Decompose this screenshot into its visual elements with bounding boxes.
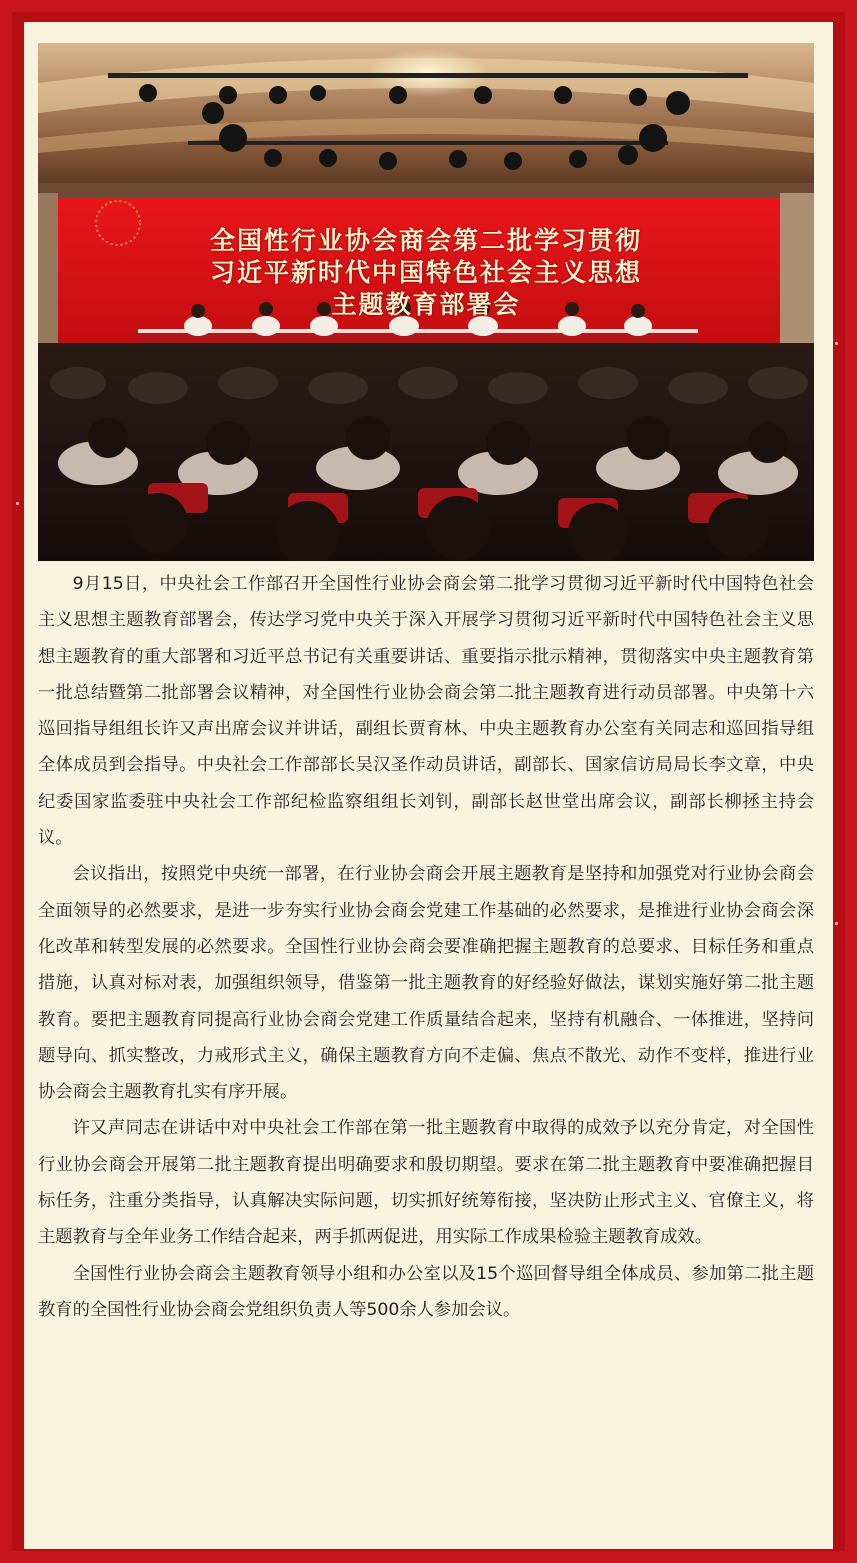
- decor-dot: [835, 922, 838, 925]
- paragraph: 全国性行业协会商会主题教育领导小组和办公室以及15个巡回督导组全体成员、参加第二批主题教育的全国性行业协会商会党组织负责人等500余人参加会议。: [38, 1263, 814, 1320]
- decor-dot: [16, 502, 19, 505]
- meeting-photo: [38, 43, 814, 561]
- banner-line-1: 全国性行业协会商会第二批学习贯彻: [209, 226, 642, 255]
- article-body: [38, 566, 814, 1328]
- paragraph: 9月15日，中央社会工作部召开全国性行业协会商会第二批学习贯彻习近平新时代中国特色社会主义思想主题教育部署会，传达学习党中央关于深入开展学习贯彻习近平新时代中国特色社会主义思想主题教育的重大部署和习近平总书记有关重要讲话、重要指示批示精神，贯彻落实中央主题教育第一批总结暨第二批部署会议精神，对全国性行业协会商会第二批主题教育进行动员部署。中央第十六巡回指导组组长许又声出席会议并讲话，副组长贾育林、中央主题教育办公室有关同志和巡回指导组全体成员到会指导。中央社会工作部部长吴汉圣作动员讲话，副部长、国家信访局局长李文章，中央纪委国家监委驻中央社会工作部纪检监察组组长刘钊，副部长赵世堂出席会议，副部长柳拯主持会议。: [38, 574, 814, 849]
- paragraph: 会议指出，按照党中央统一部署，在行业协会商会开展主题教育是坚持和加强党对行业协会商会全面领导的必然要求，是进一步夯实行业协会商会党建工作基础的必然要求，是推进行业协会商会深化改革和转型发展的必然要求。全国性行业协会商会要准确把握主题教育的总要求、目标任务和重点措施，认真对标对表，加强组织领导，借鉴第一批主题教育的好经验好做法，谋划实施好第二批主题教育。要把主题教育同提高行业协会商会党建工作质量结合起来，坚持有机融合、一体推进，坚持问题导向、抓实整改，力戒形式主义，确保主题教育方向不走偏、焦点不散光、动作不变样，推进行业协会商会主题教育扎实有序开展。: [38, 864, 814, 1103]
- decor-dot: [835, 342, 838, 345]
- banner-line-2: 习近平新时代中国特色社会主义思想: [209, 258, 642, 287]
- banner-line-3: 主题教育部署会: [331, 290, 521, 319]
- paragraph: 许又声同志在讲话中对中央社会工作部在第一批主题教育中取得的成效予以充分肯定，对全国性行业协会商会开展第二批主题教育提出明确要求和殷切期望。要求在第二批主题教育中要准确把握目标任务，注重分类指导，认真解决实际问题，切实抓好统筹衔接，坚决防止形式主义、官僚主义，将主题教育与全年业务工作结合起来，两手抓两促进，用实际工作成果检验主题教育成效。: [38, 1118, 814, 1248]
